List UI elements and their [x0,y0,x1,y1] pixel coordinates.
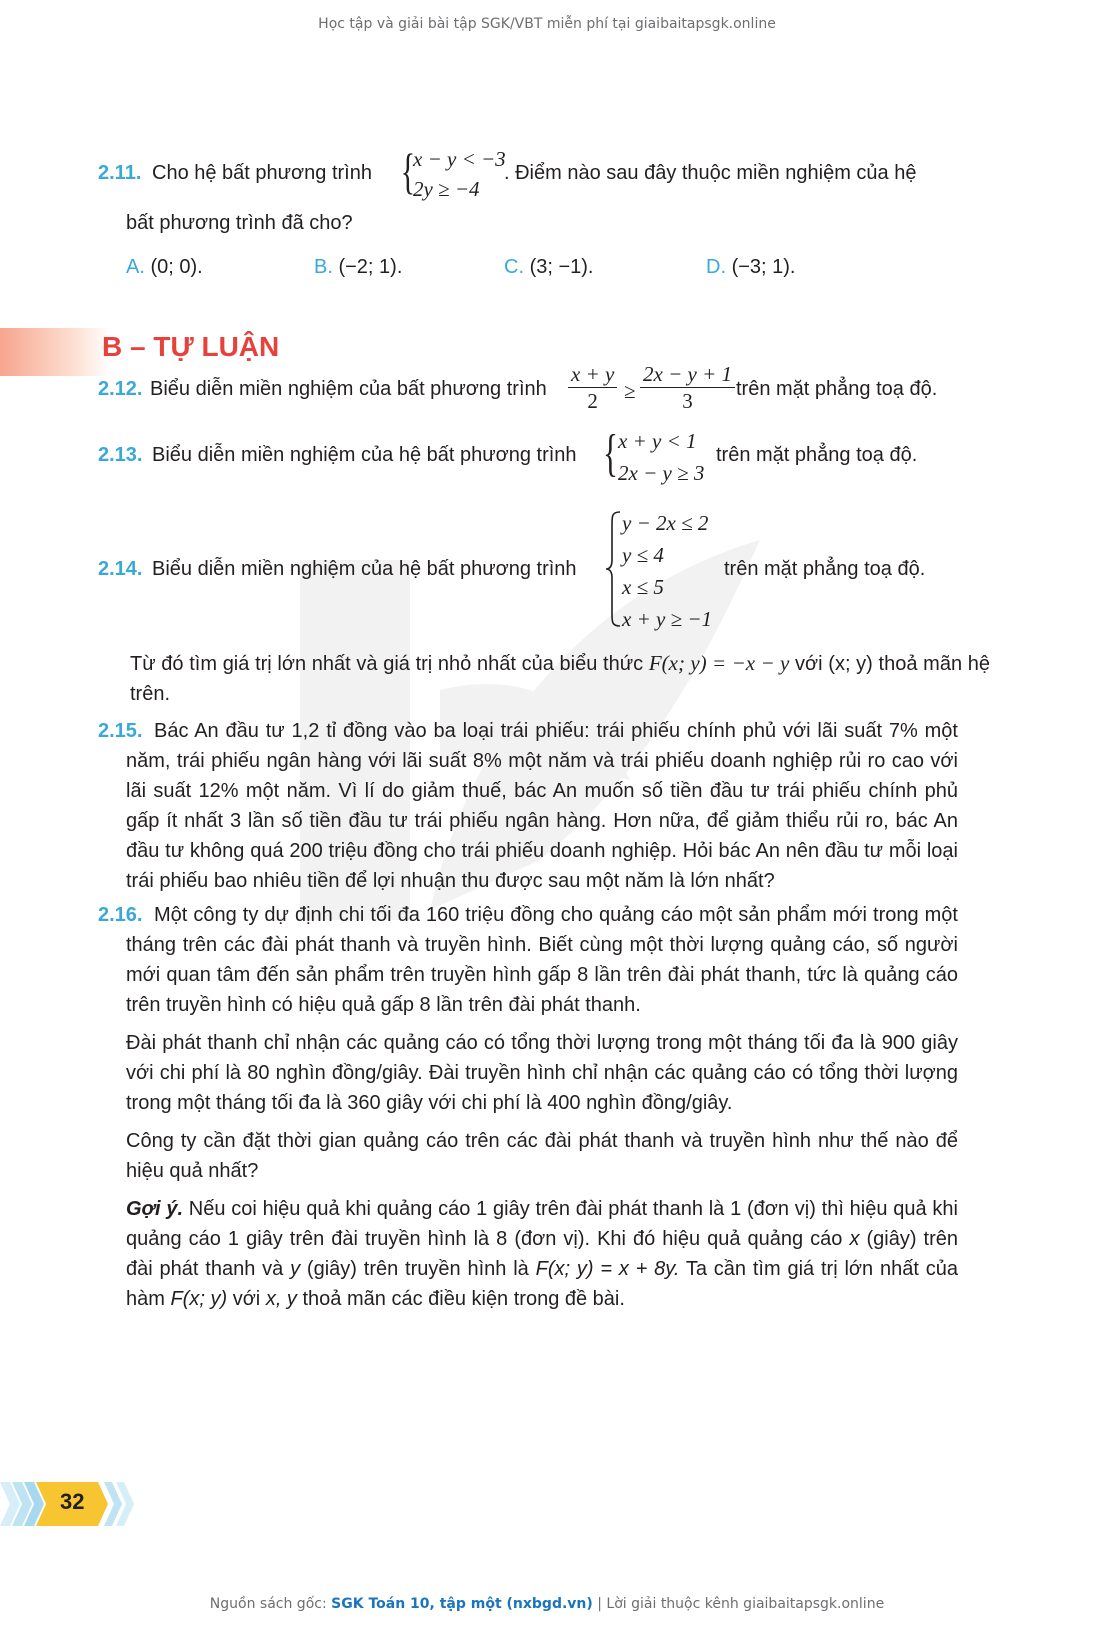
system-line-1: x − y < −3 [413,147,506,171]
question-number: 2.16. [98,904,143,926]
question-2-16-hint: Gợi ý. Nếu coi hiệu quả khi quảng cáo 1 giây trên đài phát thanh là 1 (đơn vị) thì hiệu quả khi quảng cáo 1 giây trên đài truyền hình là 8 (đơn vị). Khi đó hiệu quả quảng cáo x (giây) trên đài phát thanh và y (giây) trên truyền hình là F(x; y) = x + 8y. Ta cần tìm giá trị lớn nhất của hàm F(x; y) với x, y thoả mãn các điều kiện trong đề bài. [126,1198,958,1310]
option-c[interactable]: C. (3; −1). [504,256,594,278]
system-brace: { [602,425,618,482]
system-line-4: x + y ≥ −1 [622,607,713,631]
hint-label: Gợi ý. [126,1198,184,1220]
system-line-3: x ≤ 5 [622,575,664,599]
option-d[interactable]: D. (−3; 1). [706,256,796,278]
option-a[interactable]: A. (0; 0). [126,256,203,278]
relation-sign: ≥ [624,379,636,403]
fraction-rhs [640,362,735,413]
question-2-11 [98,143,978,201]
system-line-1: y − 2x ≤ 2 [622,511,709,535]
question-number: 2.14. [98,558,143,580]
question-text-after: . Điểm nào sau đây thuộc miền nghiệm của hệ [504,162,917,184]
system-line-1: x + y < 1 [618,429,697,453]
question-2-12 [98,362,978,418]
question-2-13 [98,426,978,488]
option-b[interactable]: B. (−2; 1). [314,256,403,278]
section-band [0,328,110,376]
question-2-16-p3: Công ty cần đặt thời gian quảng cáo trên các đài phát thanh và truyền hình như thế nào để hiệu quả nhất? [126,1130,958,1182]
fraction-numerator: 2x − y + 1 [640,362,735,388]
system-brace [604,510,624,628]
system-line-2: 2y ≥ −4 [413,177,480,201]
section-title: B – TỰ LUẬN [102,331,280,362]
fraction-denominator: 3 [682,389,693,413]
question-text: Biểu diễn miền nghiệm của bất phương trình [150,378,547,400]
question-2-11-line2: bất phương trình đã cho? [126,212,353,234]
question-number: 2.11. [98,162,142,184]
question-text-after: trên mặt phẳng toạ độ. [736,378,938,400]
question-text: Biểu diễn miền nghiệm của hệ bất phương trình [152,558,577,580]
system-brace: { [400,143,416,199]
system-line-2: y ≤ 4 [622,543,664,567]
page-number: 32 [60,1489,85,1514]
question-number: 2.15. [98,720,143,742]
function-expression: F(x; y) = −x − y [648,651,790,675]
question-number: 2.12. [98,378,143,400]
question-text-after: trên mặt phẳng toạ độ. [716,444,918,466]
question-2-16-p1: Một công ty dự định chi tối đa 160 triệu đồng cho quảng cáo một sản phẩm mới trong một tháng trên các đài phát thanh và truyền hình. Biết cùng một thời lượng quảng cáo, số người mới quan tâm đến sản phẩm trên truyền hình gấp 8 lần trên đài phát thanh, tức là quảng cáo trên truyền hình có hiệu quả gấp 8 lần trên đài phát thanh. [126,904,958,1016]
question-2-16-p2: Đài phát thanh chỉ nhận các quảng cáo có tổng thời lượng trong một tháng tối đa là 900 giây với chi phí là 80 nghìn đồng/giây. Đài truyền hình chỉ nhận các quảng cáo có tổng thời lượng trong một tháng tối đa là 360 giây với chi phí là 400 nghìn đồng/giây. [126,1032,958,1114]
question-2-14 [98,506,978,634]
answer-options [126,252,846,282]
source-link[interactable]: SGK Toán 10, tập một (nxbgd.vn) [331,1596,593,1612]
system-line-2: 2x − y ≥ 3 [618,461,705,485]
question-2-14-followup: Từ đó tìm giá trị lớn nhất và giá trị nhỏ nhất của biểu thức F(x; y) = −x − y với (x; y) thoả mãn hệ trên. [130,651,991,705]
question-text-after: trên mặt phẳng toạ độ. [724,558,926,580]
question-text: Biểu diễn miền nghiệm của hệ bất phương trình [152,444,577,466]
fraction-lhs [568,362,617,413]
question-text: Cho hệ bất phương trình [152,162,372,184]
question-number: 2.13. [98,444,143,466]
fraction-denominator: 2 [587,389,598,413]
page-header: Học tập và giải bài tập SGK/VBT miễn phí tại giaibaitapsgk.online [318,16,776,32]
fraction-numerator: x + y [568,362,617,388]
question-2-15-text: Bác An đầu tư 1,2 tỉ đồng vào ba loại trái phiếu: trái phiếu chính phủ với lãi suất 7% một năm, trái phiếu ngân hàng với lãi suất 8% một năm và trái phiếu doanh nghiệp rủi ro cao với lãi suất 12% một năm. Vì lí do giảm thuế, bác An muốn số tiền đầu tư trái phiếu chính phủ gấp ít nhất 3 lần số tiền đầu tư trái phiếu ngân hàng. Hơn nữa, để giảm thiểu rủi ro, bác An đầu tư không quá 200 triệu đồng cho trái phiếu doanh nghiệp. Hỏi bác An nên đầu tư mỗi loại trái phiếu bao nhiêu tiền để lợi nhuận thu được sau một năm là lớn nhất? [126,720,958,892]
page-footer: Nguồn sách gốc: SGK Toán 10, tập một (nxbgd.vn) | Lời giải thuộc kênh giaibaitapsgk.online [209,1596,885,1612]
